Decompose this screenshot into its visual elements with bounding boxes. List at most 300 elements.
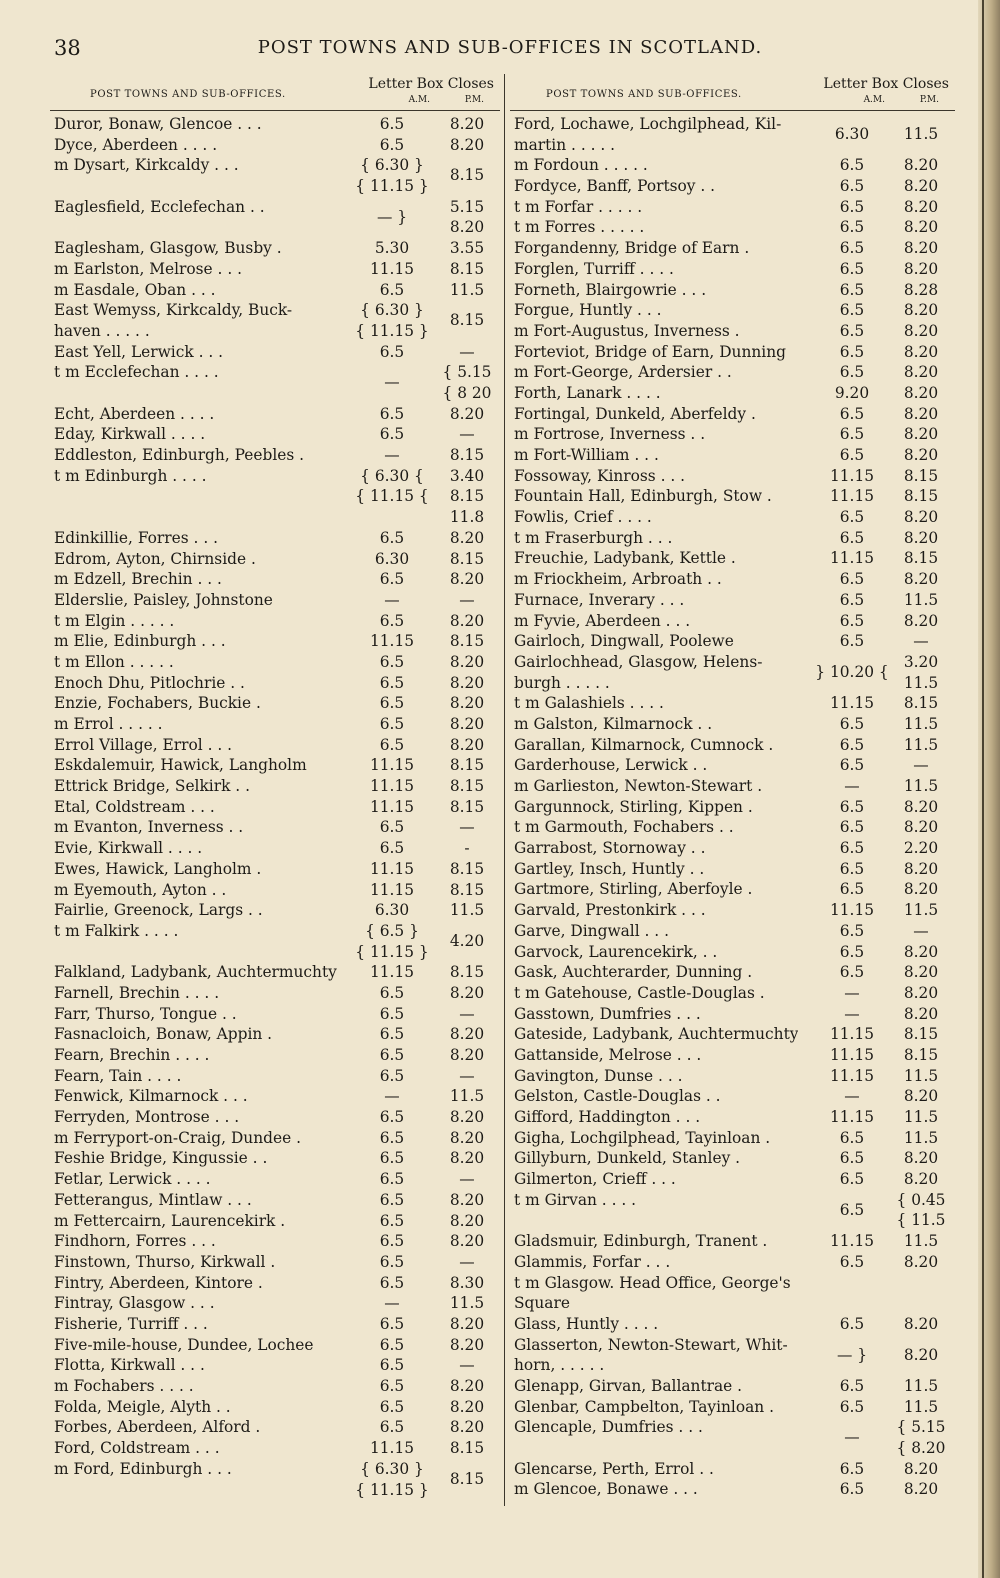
list-item xyxy=(50,114,500,135)
am-closing-time: 6.5 xyxy=(839,859,865,878)
am-closing-time: 6.5 xyxy=(379,735,405,754)
list-item xyxy=(510,1273,955,1314)
pm-closing-time: 3.20 11.5 xyxy=(903,652,939,692)
post-town-name: Forbes, Aberdeen, Alford . xyxy=(54,1418,261,1437)
pm-closing-time: 8.20 xyxy=(449,735,485,754)
post-town-name: East Yell, Lerwick . . . xyxy=(54,342,224,361)
pm-closing-time: 11.5 xyxy=(449,1087,485,1106)
pm-closing-time: 8.20 xyxy=(449,570,485,589)
pm-closing-time: - xyxy=(464,839,470,858)
pm-closing-time: 8.15 xyxy=(449,797,485,816)
post-town-name: Fowlis, Crief . . . . xyxy=(514,508,652,527)
list-item xyxy=(510,404,955,425)
list-item xyxy=(50,549,500,570)
post-town-name: Fountain Hall, Edinburgh, Stow . xyxy=(514,487,772,506)
list-item xyxy=(50,1107,500,1128)
post-town-name: Glass, Huntly . . . . xyxy=(514,1314,659,1333)
pm-closing-time: 8.20 xyxy=(903,177,939,196)
list-item xyxy=(50,528,500,549)
list-item xyxy=(50,1211,500,1232)
pm-closing-time: 8.30 xyxy=(449,1273,485,1292)
pm-closing-time: 8.20 xyxy=(903,1345,939,1364)
post-town-name: Ettrick Bridge, Selkirk . . xyxy=(54,777,250,796)
pm-closing-time: { 5.15 { 8.20 xyxy=(896,1418,946,1458)
post-town-name: t m Edinburgh . . . . xyxy=(54,466,207,485)
am-heading: A.M. xyxy=(408,95,430,105)
post-town-name: Feshie Bridge, Kingussie . . xyxy=(54,1149,268,1168)
pm-closing-time: 8.20 xyxy=(903,797,939,816)
am-closing-time: 6.5 xyxy=(379,1170,405,1189)
post-town-name: Fearn, Tain . . . . xyxy=(54,1066,182,1085)
am-closing-time: 6.5 xyxy=(839,197,865,216)
am-closing-time: 6.5 xyxy=(839,425,865,444)
post-town-name: Fisherie, Turriff . . . xyxy=(54,1314,208,1333)
pm-closing-time: 11.5 xyxy=(903,1108,939,1127)
post-town-name: Forteviot, Bridge of Earn, Dunning xyxy=(514,342,786,361)
pm-closing-time: 8.15 xyxy=(449,259,485,278)
list-item xyxy=(50,735,500,756)
list-item xyxy=(510,735,955,756)
list-item xyxy=(510,1397,955,1418)
pm-closing-time: 8.15 xyxy=(449,446,485,465)
post-town-name: m Galston, Kilmarnock . . xyxy=(514,714,713,733)
pm-closing-time: 8.20 xyxy=(449,715,485,734)
am-closing-time: 6.5 xyxy=(839,921,865,940)
am-closing-time: 6.5 xyxy=(379,1046,405,1065)
pm-closing-time: 8.20 xyxy=(903,446,939,465)
am-closing-time: 6.5 xyxy=(839,1480,865,1499)
list-item xyxy=(50,1148,500,1169)
pm-closing-time: 8.20 xyxy=(903,218,939,237)
pm-closing-time: — xyxy=(913,632,929,651)
am-closing-time: 6.5 xyxy=(379,1211,405,1230)
post-town-name: Gattanside, Melrose . . . xyxy=(514,1045,702,1064)
post-town-name: m Elie, Edinburgh . . . xyxy=(54,632,226,651)
am-closing-time: 6.5 xyxy=(379,1418,405,1437)
am-closing-time: 6.30 xyxy=(374,549,410,568)
list-item xyxy=(510,197,955,218)
list-item xyxy=(50,859,500,880)
post-town-name: Forgue, Huntly . . . xyxy=(514,301,662,320)
list-item xyxy=(510,548,955,569)
am-closing-time: 6.5 xyxy=(839,942,865,961)
post-town-name: Eaglesham, Glasgow, Busby . xyxy=(54,239,282,258)
list-item xyxy=(510,1417,955,1458)
post-town-name: Furnace, Inverary . . . xyxy=(514,590,685,609)
am-closing-time: 6.5 xyxy=(379,342,405,361)
list-item xyxy=(510,879,955,900)
list-item xyxy=(510,1086,955,1107)
list-item xyxy=(50,1355,500,1376)
am-closing-time: 6.5 xyxy=(379,1149,405,1168)
pm-closing-time: 5.15 8.20 xyxy=(449,197,485,237)
list-item xyxy=(510,507,955,528)
am-closing-time: 6.5 xyxy=(839,839,865,858)
pm-closing-time: 8.15 xyxy=(449,777,485,796)
am-closing-time: 11.15 xyxy=(369,963,415,982)
list-item xyxy=(510,776,955,797)
post-town-name: Farr, Thurso, Tongue . . xyxy=(54,1004,237,1023)
am-closing-time: 6.5 xyxy=(839,177,865,196)
am-closing-time: 6.5 xyxy=(839,508,865,527)
post-town-name: m Eyemouth, Ayton . . xyxy=(54,880,227,899)
post-town-name: Eddleston, Edinburgh, Peebles . xyxy=(54,446,305,465)
post-town-name: Gilmerton, Crieff . . . xyxy=(514,1170,676,1189)
am-closing-time: — xyxy=(384,446,400,465)
list-item xyxy=(50,755,500,776)
am-closing-time: — xyxy=(384,1294,400,1313)
pm-closing-time: — xyxy=(459,342,475,361)
pm-closing-time: 8.15 xyxy=(449,549,485,568)
am-closing-time: 6.5 xyxy=(839,1149,865,1168)
list-item xyxy=(50,1293,500,1314)
am-closing-time: { 6.30 { { 11.15 { xyxy=(355,466,429,506)
am-closing-time: 6.5 xyxy=(839,1200,865,1219)
am-closing-time: 6.5 xyxy=(839,1397,865,1416)
list-item xyxy=(50,362,500,403)
am-closing-time: 6.5 xyxy=(379,425,405,444)
am-closing-time: 6.30 xyxy=(834,125,870,143)
am-closing-time: { 6.30 } { 11.15 } xyxy=(355,156,429,196)
am-closing-time: 6.5 xyxy=(839,1377,865,1396)
am-closing-time: 6.5 xyxy=(379,983,405,1002)
pm-closing-time: 8.15 xyxy=(449,963,485,982)
am-closing-time: 6.5 xyxy=(379,528,405,547)
list-item xyxy=(510,590,955,611)
list-item xyxy=(50,1045,500,1066)
post-town-name: East Wemyss, Kirkcaldy, Buck- haven . . . . . xyxy=(54,301,293,340)
pm-closing-time: 8.20 xyxy=(903,570,939,589)
post-town-name: Farnell, Brechin . . . . xyxy=(54,983,220,1002)
pm-closing-time: 11.5 xyxy=(903,777,939,796)
post-town-name: Enzie, Fochabers, Buckie . xyxy=(54,694,261,713)
am-closing-time: 6.5 xyxy=(379,1108,405,1127)
post-town-name: Evie, Kirkwall . . . . xyxy=(54,839,203,858)
am-closing-time: 6.5 xyxy=(379,115,405,133)
post-town-name: m Glencoe, Bonawe . . . xyxy=(514,1480,698,1499)
pm-closing-time: 8.20 xyxy=(903,963,939,982)
am-closing-time: — xyxy=(384,590,400,609)
list-item xyxy=(50,300,500,341)
post-town-name: Gillyburn, Dunkeld, Stanley . xyxy=(514,1149,741,1168)
am-closing-time: 6.5 xyxy=(379,1190,405,1209)
list-item xyxy=(50,1335,500,1356)
post-town-name: Fortingal, Dunkeld, Aberfeldy . xyxy=(514,404,756,423)
list-item xyxy=(510,1107,955,1128)
list-item xyxy=(50,1066,500,1087)
list-item xyxy=(510,176,955,197)
am-closing-time: 6.5 xyxy=(379,673,405,692)
post-town-name: m Fochabers . . . . xyxy=(54,1377,194,1396)
list-item xyxy=(50,673,500,694)
am-closing-time: — xyxy=(844,983,860,1002)
list-item xyxy=(510,838,955,859)
list-item xyxy=(50,1024,500,1045)
list-item xyxy=(510,424,955,445)
list-item xyxy=(50,983,500,1004)
post-town-name: Folda, Meigle, Alyth . . xyxy=(54,1397,231,1416)
list-item xyxy=(510,817,955,838)
list-item xyxy=(50,280,500,301)
post-town-name: Gavington, Dunse . . . xyxy=(514,1066,683,1085)
am-closing-time: 6.5 xyxy=(839,963,865,982)
pm-closing-time: 8.20 xyxy=(449,1232,485,1251)
page-header xyxy=(50,36,970,64)
pm-closing-time: 8.20 xyxy=(903,342,939,361)
post-town-name: Ewes, Hawick, Langholm . xyxy=(54,859,262,878)
post-town-name: t m Gatehouse, Castle-Douglas . xyxy=(514,983,765,1002)
pm-closing-time: 8.20 xyxy=(449,1335,485,1354)
am-closing-time: { 6.30 } { 11.15 } xyxy=(355,1459,429,1499)
list-item xyxy=(50,1438,500,1459)
list-item xyxy=(510,259,955,280)
list-item xyxy=(510,217,955,238)
list-item xyxy=(50,404,500,425)
pm-closing-time: 8.15 xyxy=(449,1469,485,1488)
pm-closing-time: — xyxy=(459,1356,475,1375)
am-closing-time: 9.20 xyxy=(834,383,870,402)
post-town-name: Garderhouse, Lerwick . . xyxy=(514,756,708,775)
post-town-name: Garallan, Kilmarnock, Cumnock . xyxy=(514,735,774,754)
list-item xyxy=(50,880,500,901)
am-closing-time: 6.5 xyxy=(839,239,865,258)
post-town-name: Fordyce, Banff, Portsoy . . xyxy=(514,177,716,196)
post-town-name: m Errol . . . . . xyxy=(54,715,163,734)
pm-closing-time: 8.15 xyxy=(449,311,485,330)
post-town-name: Glenapp, Girvan, Ballantrae . xyxy=(514,1377,743,1396)
list-item xyxy=(50,424,500,445)
pm-closing-time: 8.20 xyxy=(903,301,939,320)
pm-closing-time: 8.20 xyxy=(903,1252,939,1271)
am-closing-time: 6.5 xyxy=(839,1314,865,1333)
post-town-name: Gigha, Lochgilphead, Tayinloan . xyxy=(514,1128,771,1147)
entries-list xyxy=(510,114,955,1500)
am-closing-time: — xyxy=(844,1087,860,1106)
post-town-name: Flotta, Kirkwall . . . xyxy=(54,1356,205,1375)
am-closing-time: 6.5 xyxy=(379,1025,405,1044)
pm-closing-time: 8.28 xyxy=(903,280,939,299)
pm-closing-time: — xyxy=(459,425,475,444)
am-closing-time: 11.15 xyxy=(369,259,415,278)
post-town-name: Gasstown, Dumfries . . . xyxy=(514,1004,701,1023)
pm-closing-time: 8.15 xyxy=(903,466,939,485)
list-item xyxy=(510,1024,955,1045)
pm-closing-time: — xyxy=(459,1066,475,1085)
post-town-name: m Dysart, Kirkcaldy . . . xyxy=(54,156,239,175)
am-closing-time: 6.5 xyxy=(839,1252,865,1271)
post-town-name: t m Girvan . . . . xyxy=(514,1190,637,1209)
pm-closing-time: 8.20 xyxy=(903,383,939,402)
pm-closing-time: 8.20 xyxy=(903,1314,939,1333)
list-item xyxy=(510,652,955,693)
pm-closing-time: 8.20 xyxy=(903,611,939,630)
pm-closing-time: 8.15 xyxy=(903,694,939,713)
am-closing-time: 6.5 xyxy=(839,259,865,278)
am-closing-time: 6.5 xyxy=(379,1232,405,1251)
post-town-name: m Fort-George, Ardersier . . xyxy=(514,363,732,382)
am-closing-time: 6.5 xyxy=(379,1397,405,1416)
post-town-name: Dyce, Aberdeen . . . . xyxy=(54,135,218,154)
am-closing-time: } 10.20 { xyxy=(815,662,889,681)
post-town-name: Etal, Coldstream . . . xyxy=(54,797,215,816)
am-closing-time: — } xyxy=(836,1345,868,1364)
post-town-name: Finstown, Thurso, Kirkwall . xyxy=(54,1252,276,1271)
am-closing-time: 11.15 xyxy=(369,1439,415,1458)
am-closing-time: 6.5 xyxy=(379,280,405,299)
post-town-name: Glencaple, Dumfries . . . xyxy=(514,1418,703,1437)
pm-closing-time: 8.20 xyxy=(449,404,485,423)
am-closing-time: 6.5 xyxy=(379,1273,405,1292)
am-closing-time: 11.15 xyxy=(829,1066,875,1085)
pm-closing-time: 8.20 xyxy=(449,528,485,547)
am-closing-time: 6.5 xyxy=(379,1335,405,1354)
post-town-name: Ford, Coldstream . . . xyxy=(54,1439,220,1458)
list-item xyxy=(50,1169,500,1190)
am-closing-time: — xyxy=(844,1428,860,1447)
pm-closing-time: 8.20 xyxy=(449,611,485,630)
post-town-name: t m Galashiels . . . . xyxy=(514,694,664,713)
pm-closing-time: 8.20 xyxy=(903,818,939,837)
post-town-name: Errol Village, Errol . . . xyxy=(54,735,233,754)
post-town-name: Fenwick, Kilmarnock . . . xyxy=(54,1087,248,1106)
pm-closing-time: 11.5 xyxy=(903,1066,939,1085)
pm-closing-time: 8.20 xyxy=(903,239,939,258)
am-closing-time: 6.5 xyxy=(839,528,865,547)
list-item xyxy=(510,1479,955,1500)
list-item xyxy=(50,135,500,156)
am-closing-time: 6.5 xyxy=(379,1004,405,1023)
post-town-name: Gifford, Haddington . . . xyxy=(514,1108,701,1127)
list-item xyxy=(510,362,955,383)
column-divider xyxy=(504,74,505,1506)
right-column xyxy=(510,74,955,1504)
post-town-name: Eskdalemuir, Hawick, Langholm xyxy=(54,756,307,775)
am-closing-time: 6.5 xyxy=(839,590,865,609)
pm-closing-time: 8.15 xyxy=(903,487,939,506)
post-town-name: Forgandenny, Bridge of Earn . xyxy=(514,239,750,258)
post-town-name: Fintray, Glasgow . . . xyxy=(54,1294,215,1313)
am-closing-time: 6.5 xyxy=(839,404,865,423)
list-item xyxy=(510,900,955,921)
pm-closing-time: 8.15 xyxy=(903,1045,939,1064)
list-item xyxy=(510,755,955,776)
left-column xyxy=(50,74,500,1504)
am-closing-time: — xyxy=(844,777,860,796)
am-closing-time: 11.15 xyxy=(829,1045,875,1064)
pm-closing-time: 8.15 xyxy=(449,1439,485,1458)
post-town-name: Glencarse, Perth, Errol . . xyxy=(514,1459,714,1478)
post-town-name: Fetterangus, Mintlaw . . . xyxy=(54,1190,252,1209)
am-closing-time: 11.15 xyxy=(829,549,875,568)
pm-closing-time: 8.20 xyxy=(449,694,485,713)
pm-closing-time: 8.20 xyxy=(449,115,485,133)
am-closing-time: 6.5 xyxy=(379,1252,405,1271)
post-town-name: m Fyvie, Aberdeen . . . xyxy=(514,611,691,630)
am-closing-time: 6.5 xyxy=(379,839,405,858)
am-closing-time: 6.5 xyxy=(379,611,405,630)
pm-closing-time: 8.20 xyxy=(449,652,485,671)
am-closing-time: { 6.30 } { 11.15 } xyxy=(355,301,429,340)
am-closing-time: 11.15 xyxy=(829,1108,875,1127)
list-item xyxy=(50,1231,500,1252)
post-town-name: Fearn, Brechin . . . . xyxy=(54,1046,210,1065)
am-closing-time: 6.5 xyxy=(839,301,865,320)
pm-closing-time: 8.20 xyxy=(449,1377,485,1396)
am-closing-time: 6.5 xyxy=(379,404,405,423)
pm-heading: P.M. xyxy=(464,95,484,105)
list-item xyxy=(510,1128,955,1149)
pm-closing-time: 8.20 xyxy=(903,1149,939,1168)
am-closing-time: 11.15 xyxy=(829,487,875,506)
list-item xyxy=(50,921,500,962)
pm-heading: P.M. xyxy=(919,95,939,105)
list-item xyxy=(510,1335,955,1376)
list-item xyxy=(510,321,955,342)
pm-closing-time: 8.15 xyxy=(903,549,939,568)
am-closing-time: 6.5 xyxy=(839,280,865,299)
am-closing-time: 6.5 xyxy=(839,797,865,816)
post-town-name: t m Glasgow. Head Office, George's Square xyxy=(514,1273,791,1313)
am-closing-time: { 6.5 } { 11.15 } xyxy=(355,921,429,961)
pm-closing-time: 8.20 xyxy=(449,1190,485,1209)
pm-closing-time: 3.55 xyxy=(449,239,485,258)
pm-closing-time: 8.15 xyxy=(449,859,485,878)
am-closing-time: 6.5 xyxy=(839,611,865,630)
pm-closing-time: 8.20 xyxy=(903,1087,939,1106)
am-closing-time: — xyxy=(384,373,400,392)
post-town-name: Garrabost, Stornoway . . xyxy=(514,839,706,858)
list-item xyxy=(50,1397,500,1418)
post-town-name: Enoch Dhu, Pitlochrie . . xyxy=(54,673,245,692)
post-town-name: Garvock, Laurencekirk, . . xyxy=(514,942,718,961)
list-item xyxy=(50,342,500,363)
am-closing-time: — } xyxy=(376,207,408,226)
post-town-name: Gargunnock, Stirling, Kippen . xyxy=(514,797,753,816)
post-town-name: Forglen, Turriff . . . . xyxy=(514,259,674,278)
pm-closing-time: 8.20 xyxy=(449,1314,485,1333)
list-item xyxy=(510,859,955,880)
list-item xyxy=(50,1314,500,1335)
post-town-name: Edinkillie, Forres . . . xyxy=(54,528,219,547)
pm-closing-time: — xyxy=(459,590,475,609)
list-item xyxy=(510,1066,955,1087)
post-town-name: Forth, Lanark . . . . xyxy=(514,383,661,402)
post-town-name: m Fort-Augustus, Inverness . xyxy=(514,321,740,340)
post-town-name: Fairlie, Greenock, Largs . . xyxy=(54,901,263,920)
pm-closing-time: 8.20 xyxy=(449,1149,485,1168)
am-closing-time: 6.5 xyxy=(379,652,405,671)
list-item xyxy=(50,611,500,632)
pm-closing-time: 11.5 xyxy=(903,1397,939,1416)
pm-closing-time: 8.20 xyxy=(449,983,485,1002)
post-town-name: Gartley, Insch, Huntly . . xyxy=(514,859,705,878)
am-closing-time: 6.5 xyxy=(839,342,865,361)
list-item xyxy=(510,1459,955,1480)
pm-closing-time: 11.5 xyxy=(903,125,939,143)
pm-closing-time: 11.5 xyxy=(903,735,939,754)
post-town-name: m Fortrose, Inverness . . xyxy=(514,425,706,444)
pm-closing-time: 8.20 xyxy=(903,197,939,216)
post-town-name: t m Fraserburgh . . . xyxy=(514,528,673,547)
post-town-name: Fetlar, Lerwick . . . . xyxy=(54,1170,211,1189)
am-closing-time: 6.5 xyxy=(379,1128,405,1147)
post-town-name: Gelston, Castle-Douglas . . xyxy=(514,1087,721,1106)
list-item xyxy=(510,1252,955,1273)
am-closing-time: 6.5 xyxy=(839,156,865,175)
post-town-name: Forneth, Blairgowrie . . . xyxy=(514,280,707,299)
post-town-name: Glenbar, Campbelton, Tayinloan . xyxy=(514,1397,774,1416)
list-item xyxy=(510,300,955,321)
